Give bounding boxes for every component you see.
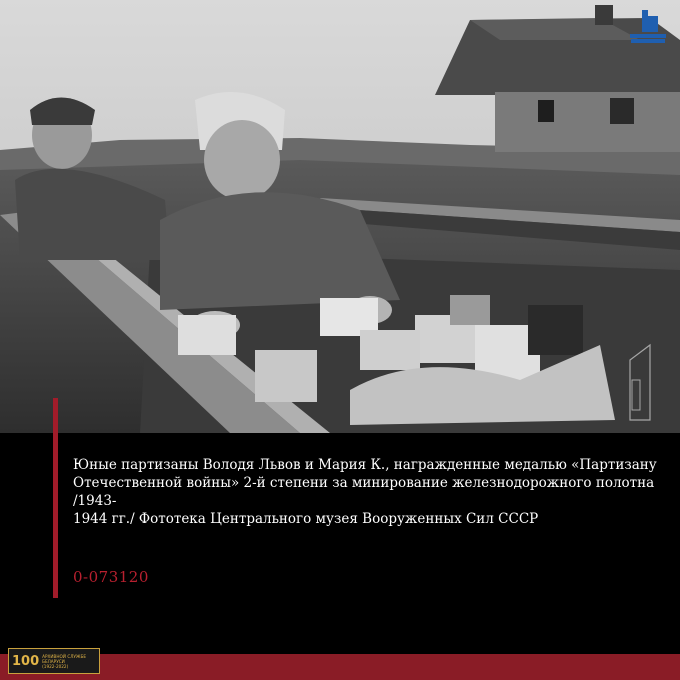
archive-building-logo-icon [625, 8, 671, 46]
accent-bar [53, 398, 58, 598]
archive-code: 0-073120 [73, 568, 149, 586]
badge-line: АРХИВНОЙ СЛУЖБЕ [42, 653, 86, 659]
caption-line: Отечественной войны» 2-й степени за минирование железнодорожного полотна [73, 475, 655, 491]
caption-line: /1943- [73, 493, 117, 509]
caption-line: Юные партизаны Володя Львов и Мария К., награжденные медалью «Партизану [73, 457, 657, 473]
badge-line: БЕЛАРУСИ [42, 658, 65, 664]
photo-caption [73, 456, 663, 528]
badge-number: 100 [12, 653, 40, 669]
badge-text [42, 654, 86, 669]
badge-line: (1922-2022) [42, 663, 69, 669]
anniversary-badge [8, 648, 100, 674]
caption-line: 1944 гг./ Фототека Центрального музея Вооруженных Сил СССР [73, 511, 539, 527]
footer-bar [0, 654, 680, 680]
